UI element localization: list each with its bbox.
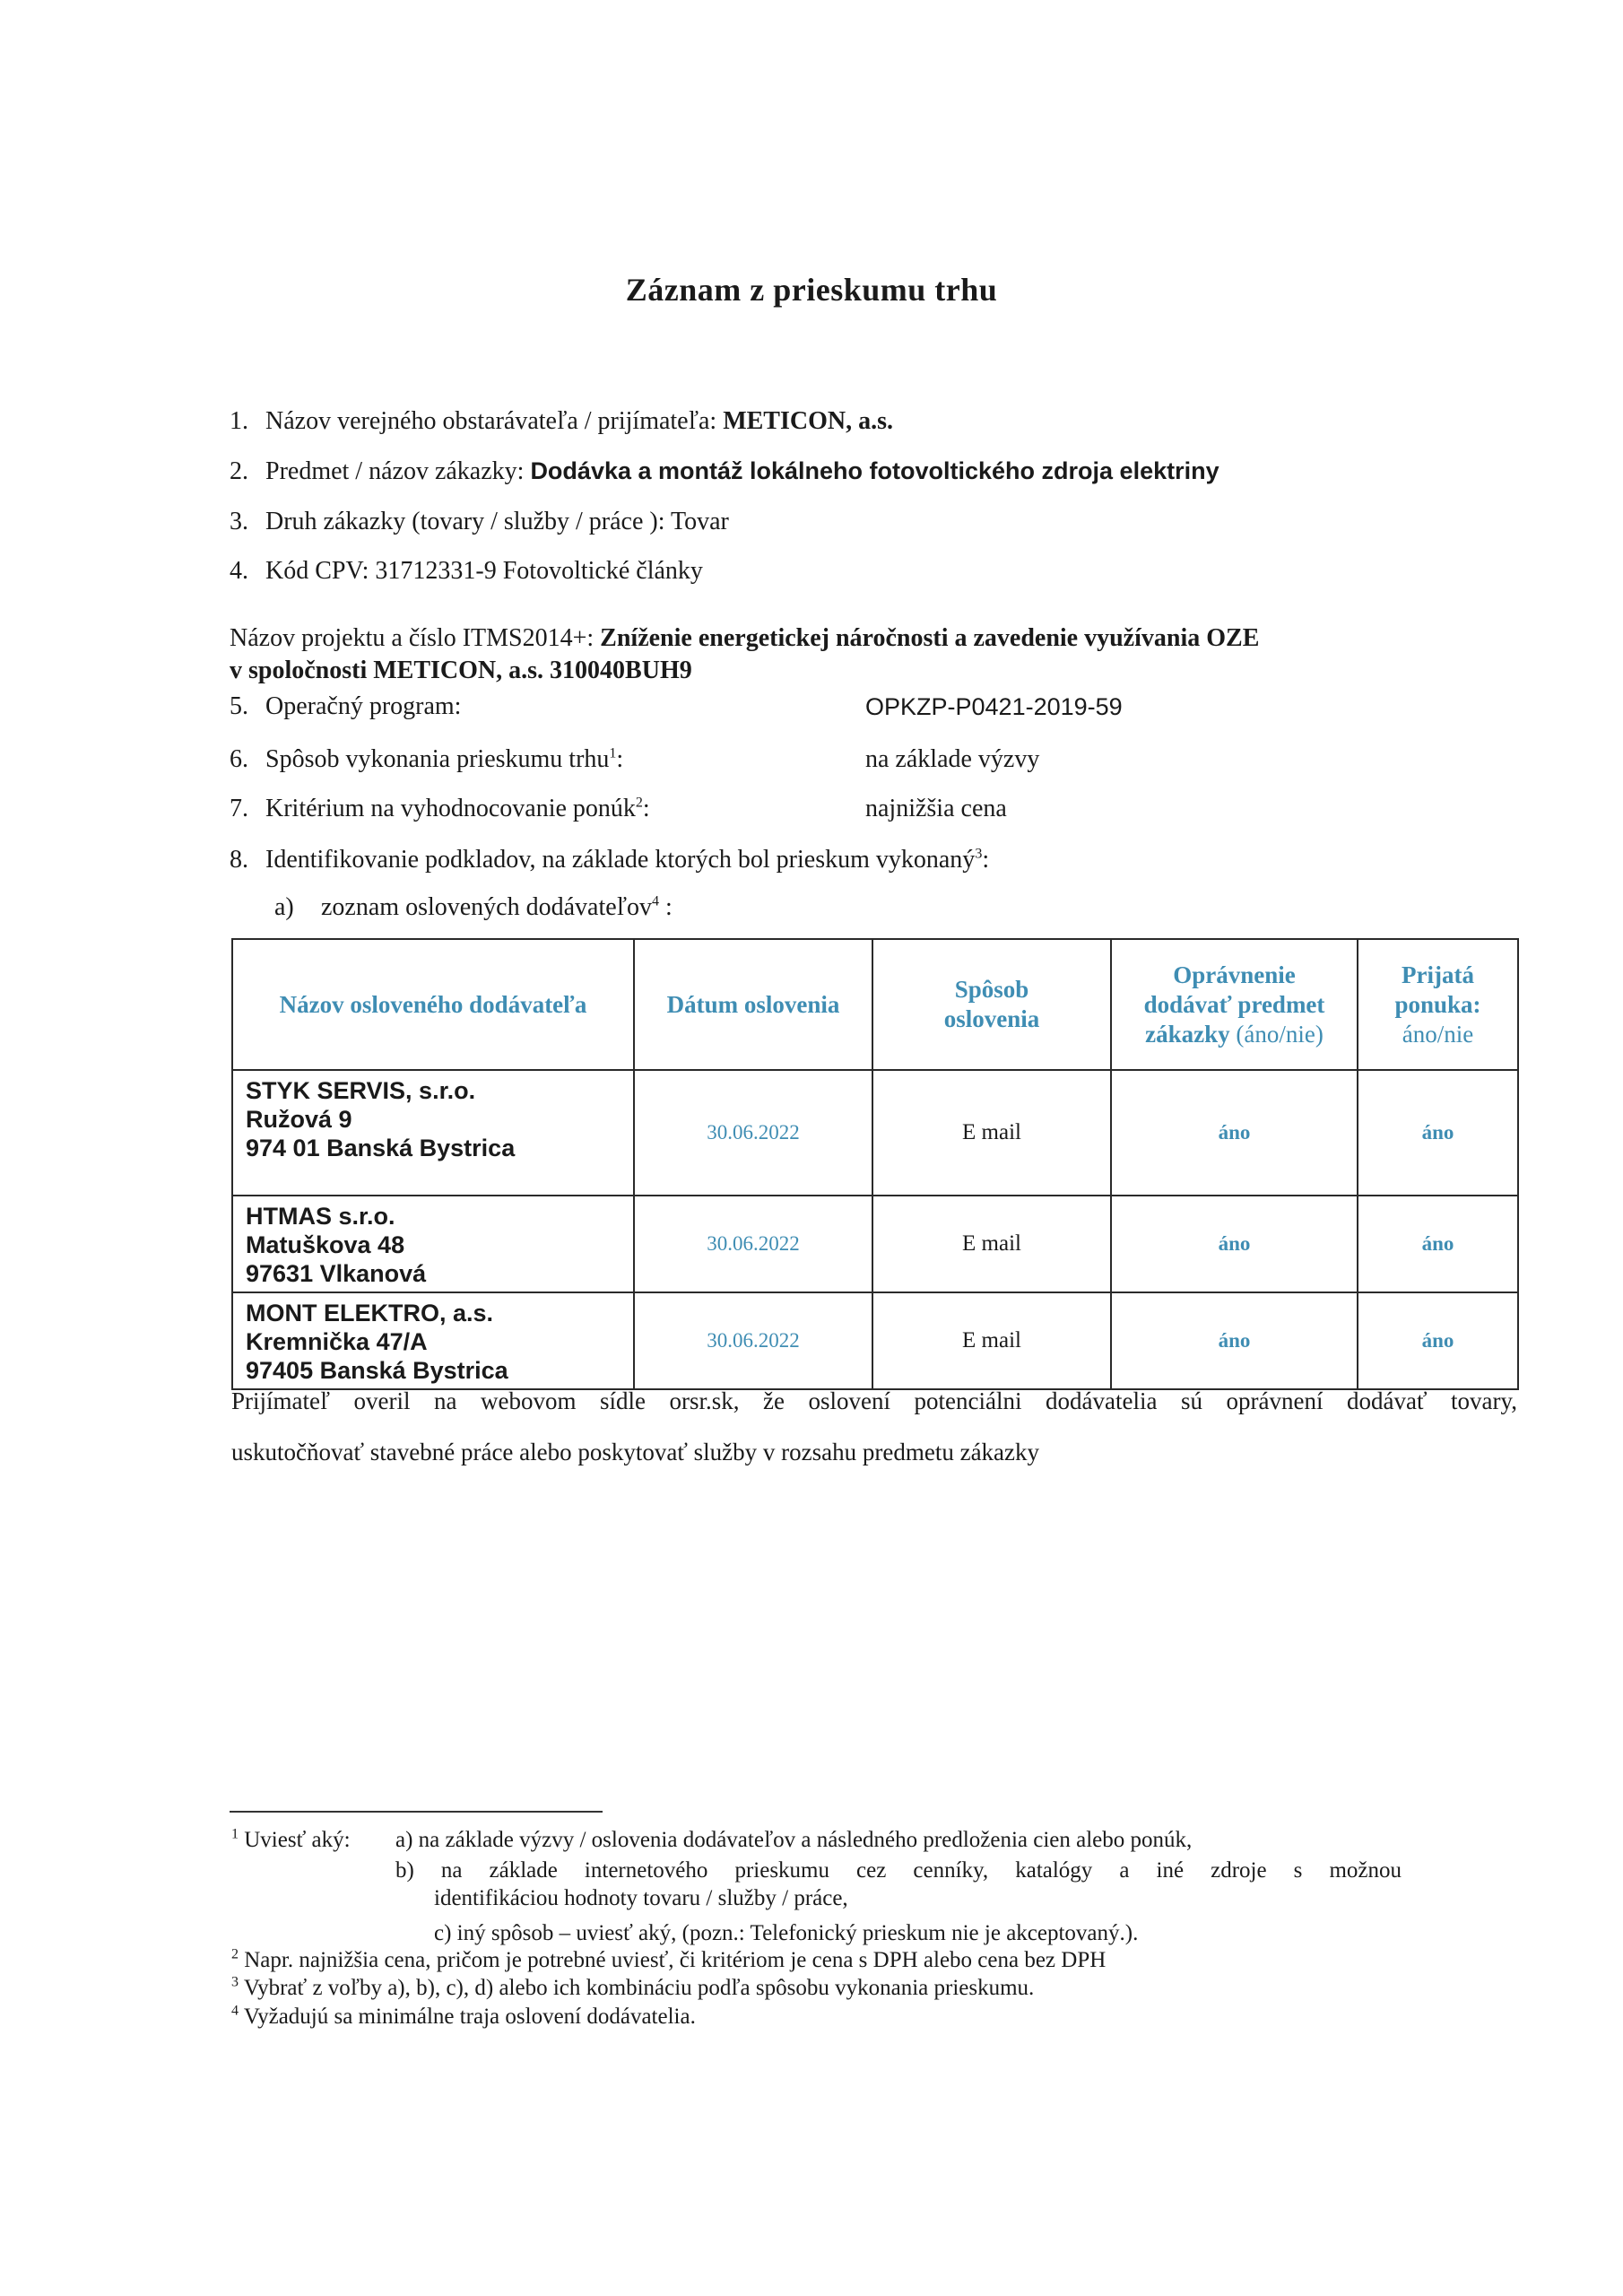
supplier-street: Matuškova 48	[246, 1231, 405, 1258]
authorized-value: áno	[1111, 1196, 1358, 1292]
item-6-footnote-ref: 1	[609, 745, 617, 761]
contact-method: E mail	[872, 1292, 1111, 1389]
project-label: Názov projektu a číslo ITMS2014+:	[230, 624, 601, 652]
item-6-number: 6.	[230, 745, 248, 773]
item-1-value: METICON, a.s.	[723, 407, 893, 435]
authorized-value: áno	[1111, 1292, 1358, 1389]
item-6-label: Spôsob vykonania prieskumu trhu	[265, 745, 610, 773]
item-8-colon: :	[982, 846, 990, 874]
header-supplier-name-text: Názov osloveného dodávateľa	[279, 990, 587, 1018]
item-2	[230, 456, 1219, 487]
authorized-value: áno	[1111, 1070, 1358, 1196]
project-name: Zníženie energetickej náročnosti a zavedenie využívania OZE	[600, 624, 1260, 652]
verification-line-1: Prijímateľ overil na webovom sídle orsr.sk, že oslovení potenciálni dodávatelia sú oprávnení dodávať tovary,	[231, 1387, 1517, 1414]
item-6-colon: :	[616, 745, 624, 773]
item-8a-letter: a)	[274, 893, 294, 921]
item-7-footnote-ref: 2	[635, 795, 643, 811]
footnote-2-text: Napr. najnižšia cena, pričom je potrebné uviesť, či kritériom je cena s DPH alebo cena bez DPH	[244, 1948, 1107, 1972]
item-6-value: na základe výzvy	[865, 745, 1040, 773]
header-authorization	[1111, 939, 1358, 1070]
footnote-1-mark: 1	[231, 1826, 239, 1842]
item-8-number: 8.	[230, 846, 248, 874]
header-offer-line-3: áno/nie	[1402, 1020, 1474, 1048]
item-3	[230, 507, 729, 537]
item-4-number: 4.	[230, 557, 248, 585]
supplier-name-cell	[232, 1292, 634, 1389]
item-8a	[274, 892, 673, 923]
header-auth-line-3b: (áno/nie)	[1229, 1020, 1324, 1048]
contact-method: E mail	[872, 1196, 1111, 1292]
item-5-value: OPKZP-P0421-2019-59	[865, 693, 1123, 720]
header-method-line-2: oslovenia	[943, 1005, 1040, 1032]
item-4	[230, 556, 703, 587]
item-2-label: Predmet / názov zákazky:	[265, 457, 531, 485]
footnote-divider	[230, 1811, 603, 1813]
footnote-4	[231, 2003, 696, 2031]
header-auth-line-1: Oprávnenie	[1173, 961, 1296, 988]
suppliers-table	[231, 938, 1519, 1390]
supplier-street: Kremnička 47/A	[246, 1328, 428, 1355]
item-6	[230, 744, 623, 775]
item-1-number: 1.	[230, 407, 248, 435]
table-row	[232, 1196, 1518, 1292]
footnote-4-mark: 4	[231, 2003, 239, 2019]
header-offer-received	[1358, 939, 1518, 1070]
header-supplier-name	[232, 939, 634, 1070]
supplier-city: 97405 Banská Bystrica	[246, 1357, 508, 1384]
header-method-line-1: Spôsob	[954, 976, 1029, 1003]
supplier-street: Ružová 9	[246, 1106, 352, 1133]
project-name-continued: v spoločnosti METICON, a.s. 310040BUH9	[230, 657, 692, 684]
verification-line-2: uskutočňovať stavebné práce alebo poskytovať služby v rozsahu predmetu zákazky	[231, 1439, 1040, 1465]
footnote-2	[231, 1946, 1106, 1974]
item-3-label: Druh zákazky (tovary / služby / práce ): Tovar	[265, 508, 729, 535]
item-1	[230, 406, 893, 437]
header-contact-date-text: Dátum oslovenia	[666, 990, 840, 1018]
footnote-3-mark: 3	[231, 1974, 239, 1990]
supplier-name: HTMAS s.r.o.	[246, 1203, 395, 1230]
footnote-1-c: c) iný spôsob – uviesť aký, (pozn.: Telefonický prieskum nie je akceptovaný.).	[434, 1921, 1139, 1945]
footnote-4-text: Vyžadujú sa minimálne traja oslovení dodávatelia.	[243, 2005, 696, 2029]
footnote-1-lead-text: Uviesť aký:	[244, 1828, 351, 1852]
item-7-number: 7.	[230, 795, 248, 822]
contact-method: E mail	[872, 1070, 1111, 1196]
item-4-label: Kód CPV: 31712331-9 Fotovoltické články	[265, 557, 703, 585]
item-8a-label: zoznam oslovených dodávateľov	[321, 893, 653, 921]
footnote-2-mark: 2	[231, 1946, 239, 1962]
supplier-name: MONT ELEKTRO, a.s.	[246, 1300, 494, 1326]
item-8	[230, 845, 989, 875]
item-5-number: 5.	[230, 692, 248, 720]
offer-value: áno	[1358, 1196, 1518, 1292]
supplier-name-cell	[232, 1196, 634, 1292]
project-line-2	[230, 656, 692, 686]
footnote-1-b: b) na základe internetového prieskumu cez cenníky, katalógy a iné zdroje s možnou	[395, 1858, 1402, 1883]
supplier-city: 97631 Vlkanová	[246, 1260, 427, 1287]
item-1-label: Názov verejného obstarávateľa / prijímateľa:	[265, 407, 724, 435]
header-offer-line-1: Prijatá	[1402, 961, 1474, 988]
footnote-3-text: Vybrať z voľby a), b), c), d) alebo ich kombináciu podľa spôsobu vykonania prieskumu.	[243, 1976, 1035, 2000]
item-7-label: Kritérium na vyhodnocovanie ponúk	[265, 795, 636, 822]
item-8-footnote-ref: 3	[975, 846, 983, 862]
offer-value: áno	[1358, 1292, 1518, 1389]
header-contact-date	[634, 939, 872, 1070]
item-8-label: Identifikovanie podkladov, na základe ktorých bol prieskum vykonaný	[265, 846, 976, 874]
table-row	[232, 1070, 1518, 1196]
item-7-value: najnižšia cena	[865, 795, 1007, 822]
item-5-label: Operačný program:	[265, 692, 462, 720]
item-8a-footnote-ref: 4	[652, 893, 660, 909]
header-auth-line-3a: zákazky	[1145, 1020, 1230, 1048]
table-header-row	[232, 939, 1518, 1070]
item-7-colon: :	[642, 795, 650, 822]
supplier-city: 974 01 Banská Bystrica	[246, 1135, 516, 1161]
contact-date: 30.06.2022	[634, 1196, 872, 1292]
header-auth-line-2: dodávať predmet	[1143, 990, 1325, 1018]
contact-date: 30.06.2022	[634, 1070, 872, 1196]
footnote-3	[231, 1974, 1034, 2002]
header-contact-method	[872, 939, 1111, 1070]
offer-value: áno	[1358, 1070, 1518, 1196]
footnote-1-a: a) na základe výzvy / oslovenia dodávateľov a následného predloženia cien alebo ponúk,	[395, 1828, 1193, 1852]
footnote-1-b-continued: identifikáciou hodnoty tovaru / služby / práce,	[434, 1886, 848, 1910]
item-7	[230, 794, 650, 824]
project-line-1	[230, 623, 1259, 654]
header-offer-line-2: ponuka:	[1394, 990, 1481, 1018]
supplier-name: STYK SERVIS, s.r.o.	[246, 1077, 476, 1104]
item-2-number: 2.	[230, 457, 248, 485]
item-8a-colon: :	[659, 893, 673, 921]
table-row	[232, 1292, 1518, 1389]
footnote-1-lead	[231, 1826, 351, 1854]
supplier-name-cell	[232, 1070, 634, 1196]
contact-date: 30.06.2022	[634, 1292, 872, 1389]
item-3-number: 3.	[230, 508, 248, 535]
document-title: Záznam z prieskumu trhu	[625, 272, 998, 308]
item-2-value: Dodávka a montáž lokálneho fotovoltického zdroja elektriny	[530, 457, 1219, 484]
item-5	[230, 691, 461, 722]
header-auth-line-3	[1112, 1020, 1357, 1049]
